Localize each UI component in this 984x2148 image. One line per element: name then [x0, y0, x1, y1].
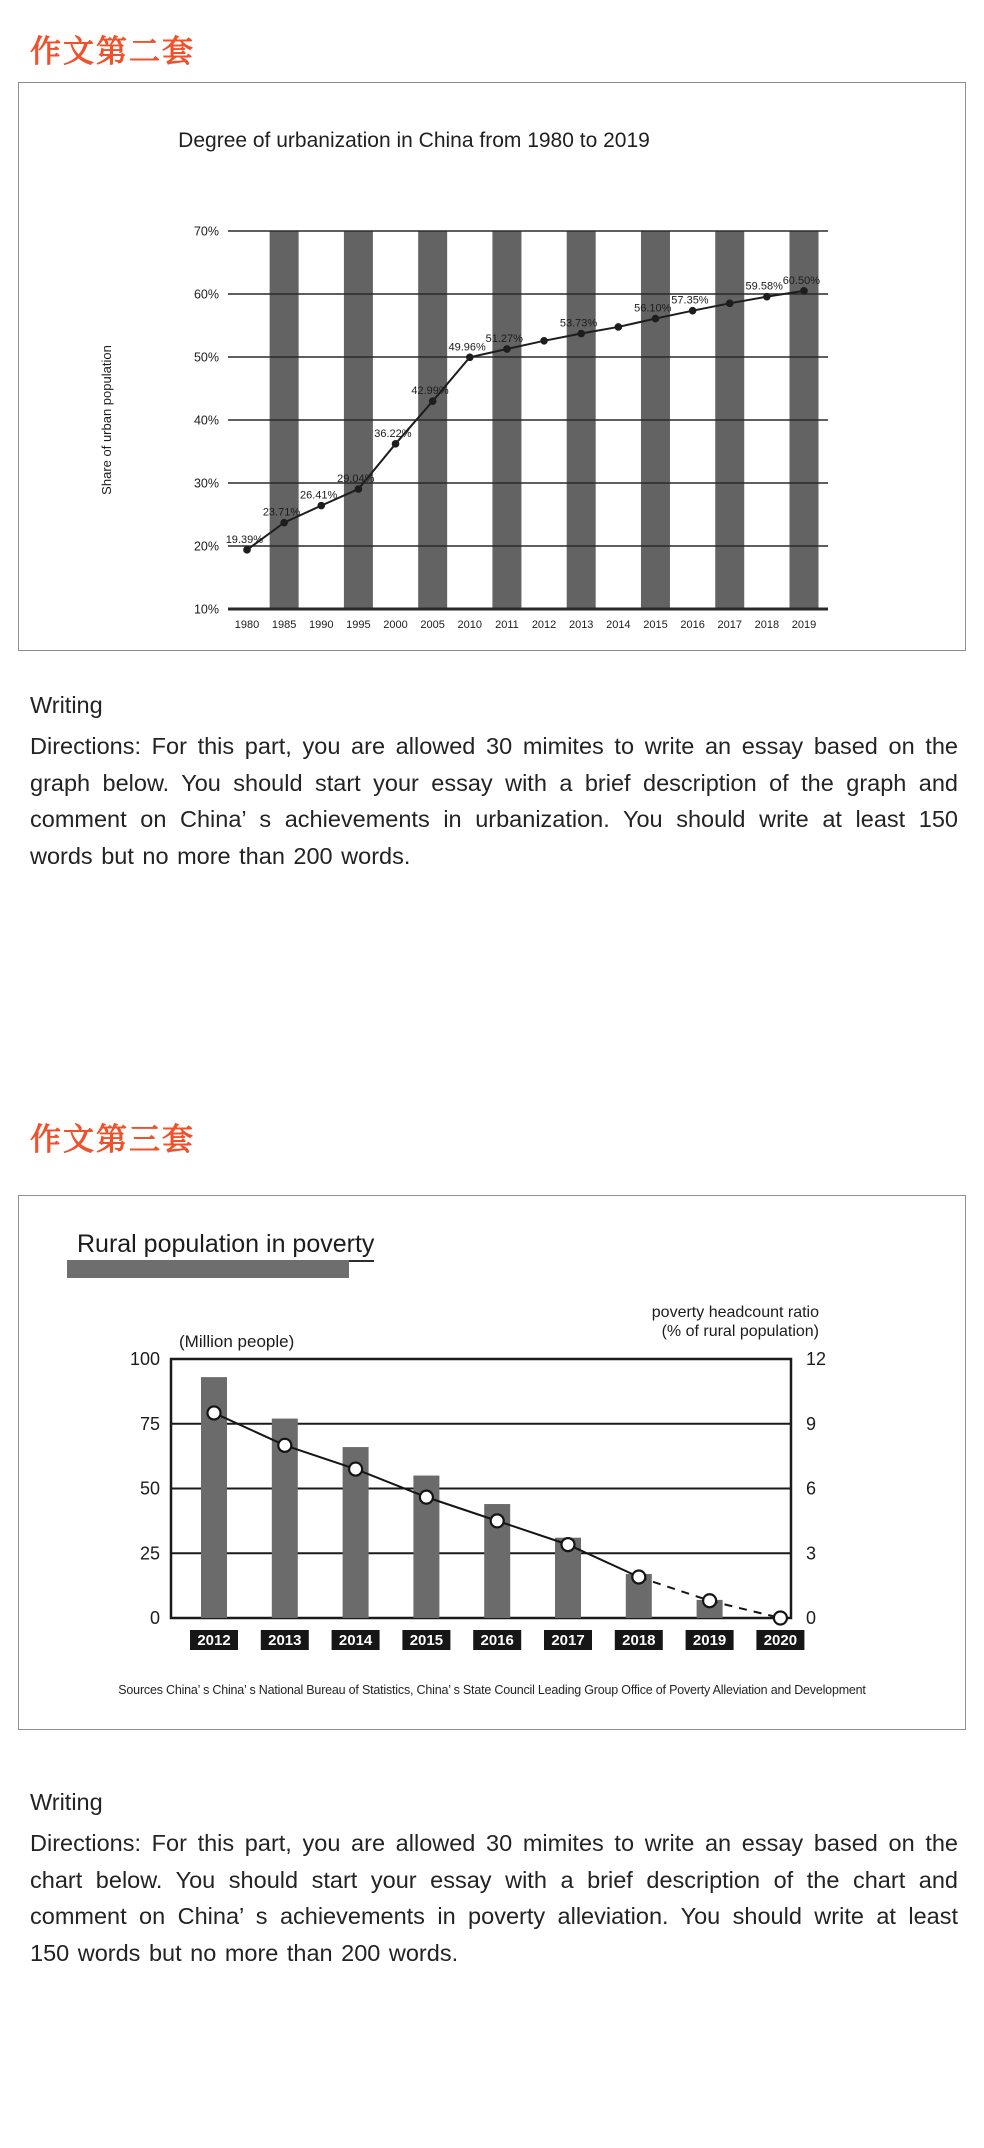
x-tick-label: 2014: [606, 619, 631, 631]
point-label: 51.27%: [485, 332, 523, 345]
y-axis-title: Share of urban population: [99, 345, 114, 495]
right-tick-label: 6: [806, 1478, 817, 1499]
year-label: 2012: [197, 1632, 231, 1649]
point-label: 57.35%: [671, 294, 709, 307]
data-point: [763, 293, 771, 301]
x-tick-label: 2012: [531, 619, 557, 631]
year-label: 2015: [409, 1632, 444, 1649]
section-2-header: 作文第二套: [30, 34, 195, 69]
title-highlight-bar: [67, 1260, 349, 1278]
data-point: [726, 300, 734, 308]
data-point: [429, 397, 437, 405]
right-tick-label: 9: [806, 1413, 817, 1434]
y-tick-label: 50%: [193, 350, 219, 365]
data-point: [652, 315, 660, 323]
urbanization-chart-panel: [18, 82, 966, 651]
right-axis-title-line1: poverty headcount ratio: [651, 1304, 819, 1321]
ratio-point: [562, 1538, 575, 1551]
writing-heading: Writing: [30, 692, 103, 718]
ratio-point: [491, 1514, 504, 1527]
x-tick-label: 2015: [643, 619, 668, 631]
ratio-point: [632, 1570, 645, 1583]
point-label: 36.22%: [374, 427, 412, 440]
right-axis-title-line2: (% of rural population): [661, 1323, 819, 1340]
x-tick-label: 2000: [383, 619, 408, 631]
point-label: 56.10%: [634, 302, 672, 315]
poverty-chart-title: Rural population in poverty: [77, 1230, 374, 1262]
ratio-point: [420, 1491, 433, 1504]
left-tick-label: 75: [139, 1413, 160, 1434]
point-label: 29.04%: [337, 473, 375, 486]
point-label: 23.71%: [262, 506, 301, 519]
data-point: [355, 485, 363, 493]
left-tick-label: 25: [139, 1543, 160, 1564]
x-tick-label: 2005: [420, 619, 445, 631]
data-point: [392, 440, 400, 448]
x-tick-label: 2018: [754, 619, 780, 631]
x-tick-label: 1985: [271, 619, 297, 631]
x-tick-label: 2019: [791, 619, 817, 631]
data-point: [800, 287, 808, 295]
point-label: 59.58%: [745, 280, 783, 293]
year-label: 2019: [692, 1632, 727, 1649]
x-tick-label: 2016: [680, 619, 705, 631]
x-tick-label: 2011: [495, 619, 519, 631]
data-point: [689, 307, 697, 315]
writing-heading: Writing: [30, 1789, 103, 1815]
urbanization-chart: [19, 83, 965, 650]
year-label: 2016: [480, 1632, 514, 1649]
y-tick-label: 40%: [193, 413, 219, 428]
data-point: [466, 353, 474, 361]
writing-section-1: [30, 692, 958, 874]
x-tick-label: 1990: [309, 619, 334, 631]
ratio-point: [208, 1406, 221, 1419]
ratio-point: [349, 1463, 362, 1476]
data-point: [317, 502, 325, 510]
writing-directions: Directions: For this part, you are allowed 30 mimites to write an essay based on the chart below. You should start your essay with a brief description of the chart and comment on China’ s achievements in poverty alleviation. You should write at least 150 words but no more than 200 words.: [30, 1830, 958, 1966]
year-label: 2013: [268, 1632, 302, 1649]
year-label: 2020: [763, 1632, 798, 1649]
data-point: [503, 345, 511, 353]
ratio-point: [774, 1612, 787, 1625]
data-point: [577, 330, 585, 338]
left-axis-title: (Million people): [179, 1332, 295, 1351]
ratio-point: [278, 1439, 291, 1452]
writing-directions: Directions: For this part, you are allowed 30 mimites to write an essay based on the graph below. You should start your essay with a brief description of the graph and comment on China’ s achievements in urbanization. You should write at least 150 words but no more than 200 words.: [30, 733, 958, 869]
x-tick-label: 1995: [346, 619, 371, 631]
point-label: 49.96%: [448, 341, 486, 354]
ratio-point: [703, 1594, 716, 1607]
urbanization-chart-title: Degree of urbanization in China from 1980 to 2019: [178, 129, 650, 152]
chart-source-note: Sources China’ s China’ s National Bureau of Statistics, China’ s State Council Leading Group Office of Poverty Alleviation and Development: [118, 1683, 866, 1697]
section-3-header: 作文第三套: [30, 1122, 195, 1157]
writing-section-2: [30, 1789, 958, 1971]
right-tick-label: 3: [806, 1543, 817, 1564]
x-tick-label: 2013: [568, 619, 594, 631]
year-label: 2014: [338, 1632, 373, 1649]
year-label: 2017: [551, 1632, 585, 1649]
point-label: 60.50%: [782, 274, 820, 287]
data-point: [243, 546, 251, 554]
left-tick-label: 0: [149, 1608, 160, 1628]
x-tick-label: 2010: [457, 619, 483, 631]
right-tick-label: 0: [806, 1608, 817, 1628]
x-tick-label: 1980: [234, 619, 260, 631]
left-tick-label: 50: [139, 1478, 160, 1499]
data-point: [280, 519, 288, 527]
y-tick-label: 30%: [193, 476, 219, 491]
x-tick-label: 2017: [717, 619, 742, 631]
right-tick-label: 12: [806, 1349, 827, 1369]
point-label: 42.99%: [411, 385, 449, 398]
y-tick-label: 10%: [193, 602, 219, 617]
y-tick-label: 20%: [193, 539, 219, 554]
left-tick-label: 100: [129, 1349, 160, 1369]
data-point: [615, 323, 623, 331]
y-tick-label: 60%: [193, 287, 219, 302]
y-tick-label: 70%: [193, 224, 219, 239]
poverty-chart-panel: [18, 1195, 966, 1730]
point-label: 19.39%: [225, 533, 263, 546]
year-label: 2018: [622, 1632, 656, 1649]
point-label: 53.73%: [559, 317, 598, 330]
data-point: [540, 337, 548, 345]
point-label: 26.41%: [299, 489, 338, 502]
